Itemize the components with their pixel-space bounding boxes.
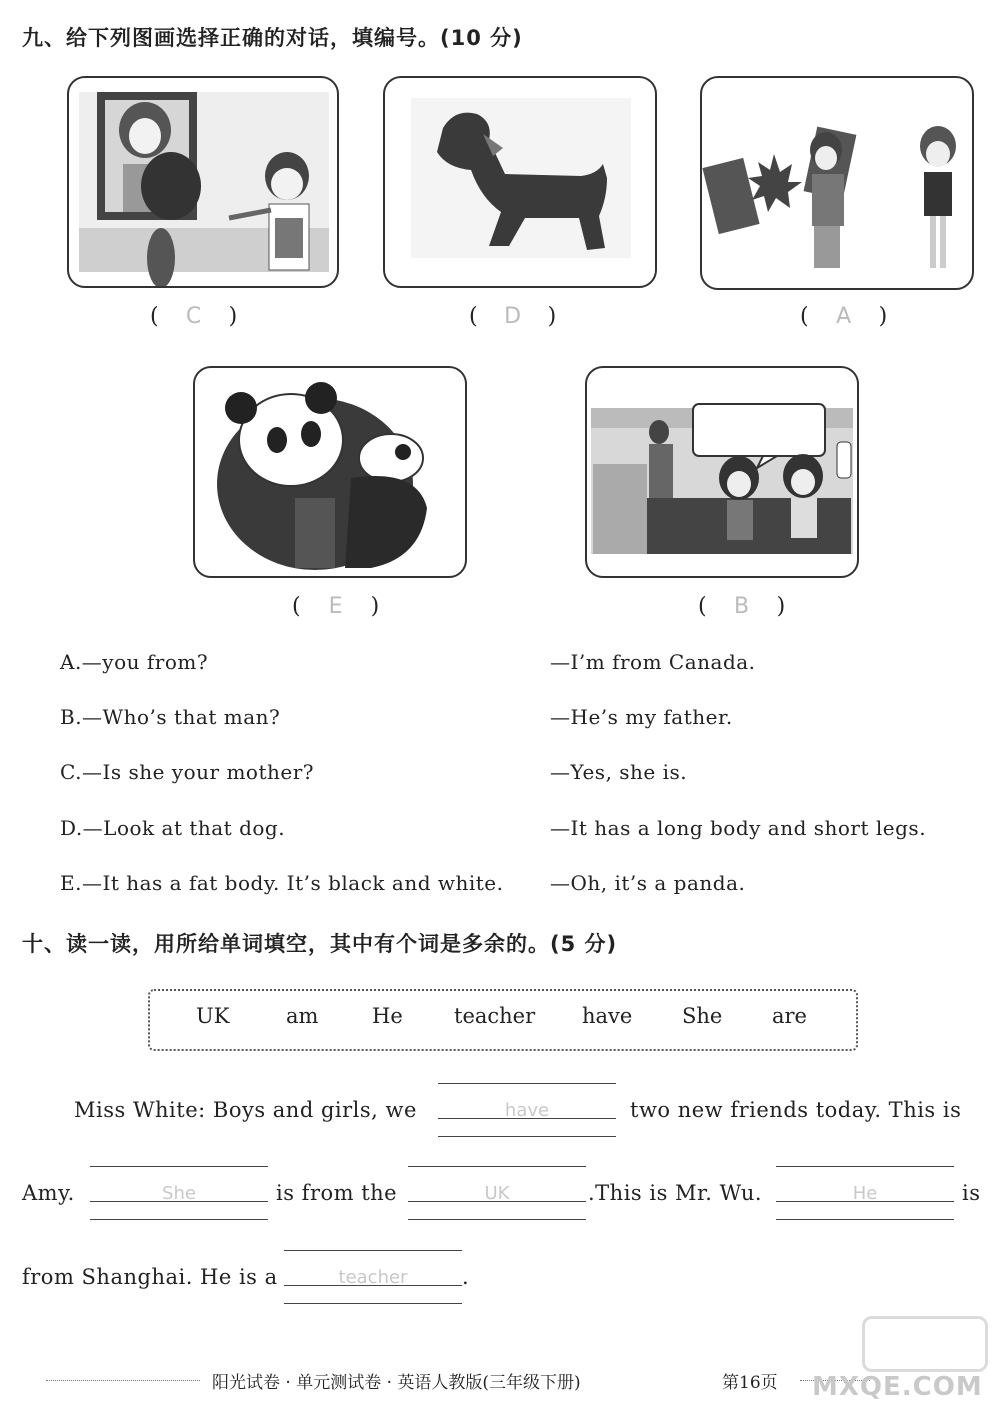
- footer-divider-left: [46, 1380, 200, 1381]
- section-9-title: 九、给下列图画选择正确的对话，填编号。(10 分): [22, 26, 523, 50]
- word-bank-item: are: [772, 1004, 807, 1028]
- passage-text-4: is from the: [276, 1181, 398, 1205]
- passage-text-2: two new friends today. This is: [630, 1098, 962, 1122]
- blank-4-answer: He: [852, 1183, 878, 1204]
- blank-3-answer: UK: [484, 1183, 510, 1204]
- picture-panda: [193, 366, 467, 578]
- answer-paren-3[interactable]: ( A ): [800, 304, 888, 329]
- passage-text-7: from Shanghai. He is a: [22, 1265, 278, 1289]
- dialogue-b-question: B.—Who’s that man?: [60, 705, 281, 729]
- dialogue-e-answer: —Oh, it’s a panda.: [550, 871, 746, 895]
- blank-2-answer: She: [162, 1183, 196, 1204]
- word-bank-item: have: [582, 1004, 633, 1028]
- dialogue-a-question: A.—you from?: [60, 650, 209, 674]
- answer-4: E: [328, 594, 343, 619]
- dialogue-e-question: E.—It has a fat body. It’s black and white.: [60, 871, 504, 895]
- word-bank-item: teacher: [454, 1004, 536, 1028]
- answer-3: A: [836, 304, 852, 329]
- dialogue-c-question: C.—Is she your mother?: [60, 760, 314, 784]
- answer-paren-2[interactable]: ( D ): [469, 304, 557, 329]
- footer-text: 阳光试卷 · 单元测试卷 · 英语人教版(三年级下册): [212, 1373, 581, 1393]
- blank-5-answer: teacher: [338, 1267, 408, 1288]
- answer-paren-1[interactable]: ( C ): [150, 304, 238, 329]
- watermark-text: MXQE.COM: [812, 1372, 983, 1402]
- section-10-title: 十、读一读，用所给单词填空，其中有个词是多余的。(5 分): [22, 932, 618, 956]
- blank-1-answer: have: [504, 1100, 550, 1121]
- word-bank-item: She: [682, 1004, 723, 1028]
- picture-family-room: [585, 366, 859, 578]
- word-bank-item: He: [372, 1004, 403, 1028]
- dialogue-d-answer: —It has a long body and short legs.: [550, 816, 927, 840]
- dialogue-a-answer: —I’m from Canada.: [550, 650, 756, 674]
- footer-page-number: 第16页: [722, 1373, 778, 1393]
- answer-5: B: [734, 594, 750, 619]
- dialogue-c-answer: —Yes, she is.: [550, 760, 688, 784]
- picture-mother-portrait: [67, 76, 339, 288]
- answer-1: C: [185, 304, 202, 329]
- passage-text-1: Miss White: Boys and girls, we: [74, 1098, 417, 1122]
- passage-text-6: is: [962, 1181, 981, 1205]
- picture-dog: [383, 76, 657, 288]
- answer-paren-4[interactable]: ( E ): [292, 594, 380, 619]
- word-bank-item: UK: [196, 1004, 230, 1028]
- dialogue-d-question: D.—Look at that dog.: [60, 816, 286, 840]
- dialogue-b-answer: —He’s my father.: [550, 705, 733, 729]
- answer-2: D: [504, 304, 522, 329]
- picture-canada-girl: [700, 76, 974, 290]
- passage-text-8: .: [462, 1265, 470, 1289]
- answer-paren-5[interactable]: ( B ): [698, 594, 786, 619]
- passage-text-3: Amy.: [22, 1181, 75, 1205]
- watermark-logo: [862, 1316, 988, 1372]
- passage-text-5: .This is Mr. Wu.: [588, 1181, 763, 1205]
- word-bank-item: am: [286, 1004, 319, 1028]
